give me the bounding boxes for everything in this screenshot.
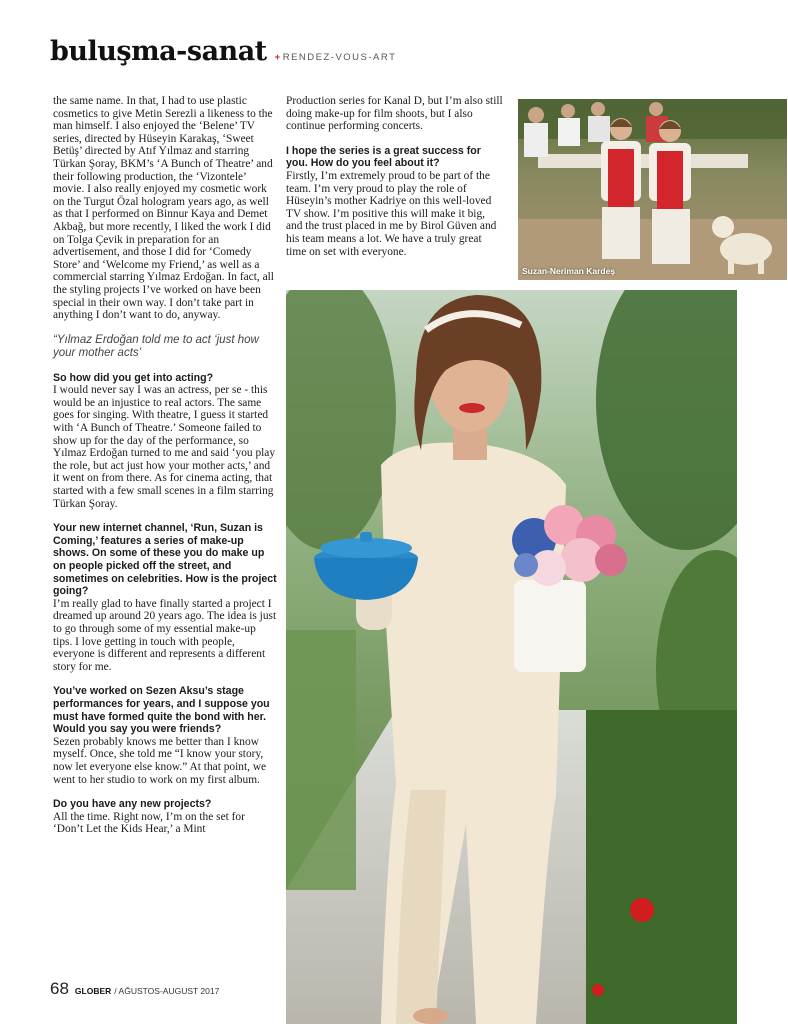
interview-answer: I would never say I was an actress, per se - this would be an injustice to real actors. The same goes for singing. With theatre, I guess it started with ‘A Bunch of Theatre.’ Someone failed to show up for the day of the performance, so Yılmaz Erdoğan turned to me and said ‘you play the role, but act just how your mother acts,’ and it went on from there. As for cinema acting, that started with a few small scenes in a film starring Türkan Şoray.: [53, 384, 276, 510]
article-column-1: [53, 95, 277, 836]
plus-mark: +: [274, 52, 282, 63]
photo-portrait-illustration: [286, 290, 737, 1024]
section-subtitle-text: RENDEZ-VOUS-ART: [282, 52, 397, 63]
photo-portrait: [286, 290, 737, 1024]
page-number: 68: [50, 979, 69, 998]
section-title: buluşma-sanat: [50, 36, 267, 67]
section-header: [50, 36, 396, 76]
section-subtitle: [275, 52, 397, 63]
body-paragraph: the same name. In that, I had to use plastic cosmetics to give Metin Serezli a likeness to the man himself. I also enjoyed the ‘Belene’ TV series, directed by Hüseyin Karakaş, ‘Sweet Betüş’ directed by Atıf Yılmaz and starring Türkan Şoray, BKM’s ‘A Bunch of Theatre’ and their following production, the ‘Vizontele’ movie. I also really enjoyed my cosmetic work on the Turgut Özal hologram years ago, as well as that I performed on Binnur Kaya and Demet Akbağ, but more recently, I liked the work I did on Tolga Çevik in preparation for an advertisement, and those I did for ‘Comedy Store’ and ‘Welcome my Friend,’ as well as a commercial starring Yılmaz Erdoğan. In fact, all the styling projects I’ve worked on have been special in their own way. I don’t take part in anything I don’t want to do, anyway.: [53, 95, 274, 322]
interview-answer: All the time. Right now, I’m on the set for ‘Don’t Let the Kids Hear,’ a Mint: [53, 810, 245, 836]
qa-block: [53, 522, 277, 673]
interview-question: So how did you get into acting?: [53, 371, 214, 384]
interview-question: Your new internet channel, ‘Run, Suzan is Coming,’ features a series of make-up shows. On some of these you do make up on people picked off the street, and sometimes on celebrities. How is the project going?: [53, 522, 277, 598]
qa-block: [53, 685, 277, 786]
interview-answer: I’m really glad to have finally started a project I dreamed up around 20 years ago. The idea is just to go through some of my essential make-up tips. I love getting in touch with people, everyone is different and represents a different story for me.: [53, 597, 277, 673]
issue-date: / AĞUSTOS-AUGUST 2017: [114, 986, 220, 996]
qa-block: [53, 372, 277, 511]
magazine-name: GLOBER: [74, 986, 112, 996]
interview-answer: Firstly, I’m extremely proud to be part of the team. I’m very proud to play the role of Hüseyin’s mother Kadriye on this well-loved TV show. I’m positive this will make it big, and the trust placed in me by Birol Güven and his team means a lot. We have a truly great time on set with everyone.: [286, 169, 497, 258]
interview-answer: Sezen probably knows me better than I know myself. Once, she told me “I know your story, now let everyone else know.” At that point, we went to her studio to work on my first album.: [53, 735, 267, 786]
qa-block: [286, 145, 504, 258]
photo-sisters: [518, 99, 787, 280]
qa-block: [53, 798, 277, 836]
interview-question: You’ve worked on Sezen Aksu’s stage performances for years, and I suppose you must have formed quite the bond with her. Would you say you were friends?: [53, 685, 270, 736]
page-footer: [50, 979, 219, 999]
pull-quote: “Yılmaz Erdoğan told me to act ‘just how your mother acts’: [53, 333, 259, 359]
photo-caption: Suzan-Neriman Kardeş: [522, 266, 616, 276]
interview-question: I hope the series is a great success for you. How do you feel about it?: [286, 144, 481, 170]
body-paragraph: Production series for Kanal D, but I’m also still doing make-up for film shoots, but I also continue performing concerts.: [286, 95, 503, 133]
photo-sisters-illustration: [518, 99, 787, 280]
article-column-2: [286, 95, 504, 258]
interview-question: Do you have any new projects?: [53, 798, 212, 811]
